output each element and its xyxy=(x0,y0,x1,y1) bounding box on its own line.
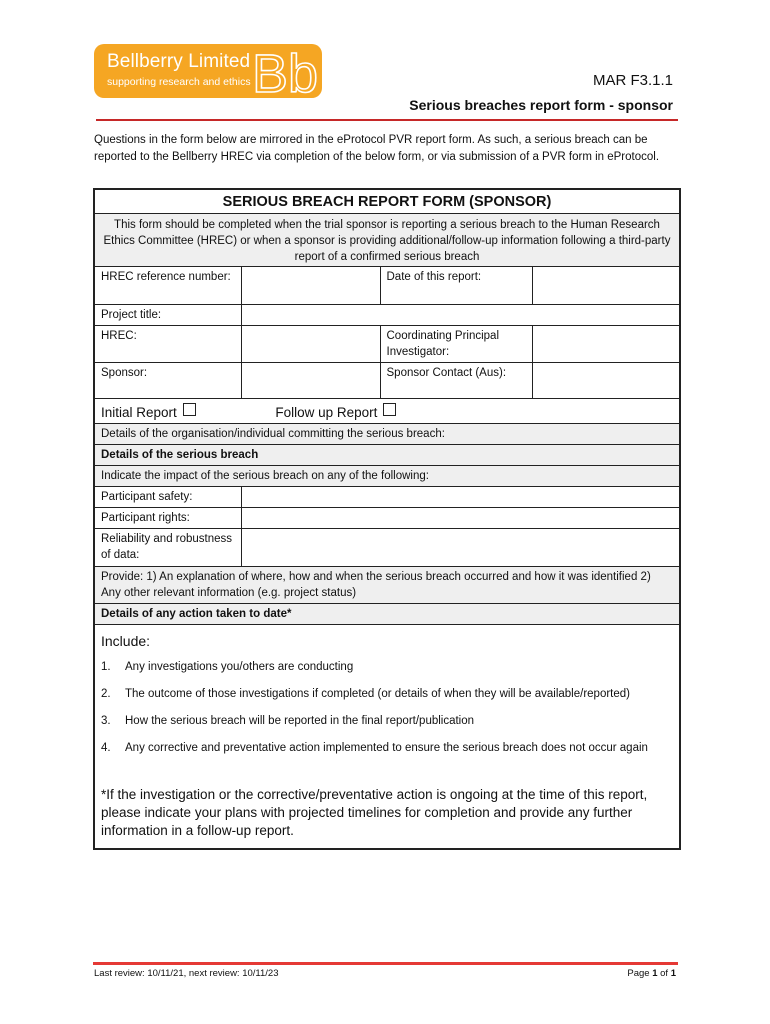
logo-tagline: supporting research and ethics xyxy=(107,76,251,88)
impact-prompt: Indicate the impact of the serious breach on any of the following: xyxy=(94,466,680,487)
include-list xyxy=(101,659,673,756)
report-date-label: Date of this report: xyxy=(380,267,532,305)
serious-breach-form xyxy=(93,188,681,850)
logo-monogram-icon xyxy=(250,46,320,96)
hrec-input[interactable] xyxy=(241,326,380,363)
sponsor-contact-input[interactable] xyxy=(532,363,680,399)
hrec-reference-label: HREC reference number: xyxy=(94,267,241,305)
document-title: Serious breaches report form - sponsor xyxy=(409,97,673,113)
review-dates: Last review: 10/11/21, next review: 10/11/23 xyxy=(94,968,279,979)
data-reliability-input[interactable] xyxy=(241,529,680,567)
bellberry-logo xyxy=(94,44,322,98)
coordinating-pi-input[interactable] xyxy=(532,326,680,363)
list-item: 1. Any investigations you/others are conducting xyxy=(101,661,354,673)
list-item: 3. How the serious breach will be reported in the final report/publication xyxy=(101,715,475,727)
form-title: SERIOUS BREACH REPORT FORM (SPONSOR) xyxy=(94,189,680,214)
document-code: MAR F3.1.1 xyxy=(592,72,673,89)
report-type-row xyxy=(94,399,680,424)
breach-section-heading: Details of the serious breach xyxy=(94,445,680,466)
header-divider xyxy=(96,119,678,121)
ongoing-action-note: *If the investigation or the corrective/preventative action is ongoing at the time of this report, please indicate your plans with projected timelines for completion and provide any further information in a follow-up report. xyxy=(101,787,648,838)
hrec-reference-input[interactable] xyxy=(241,267,380,305)
participant-rights-label: Participant rights: xyxy=(94,508,241,529)
report-date-input[interactable] xyxy=(532,267,680,305)
project-title-input[interactable] xyxy=(241,305,680,326)
action-section-heading: Details of any action taken to date* xyxy=(94,604,680,625)
follow-up-report-label: Follow up Report xyxy=(275,405,378,420)
coordinating-pi-label: Coordinating Principal Investigator: xyxy=(380,326,532,363)
logo-name: Bellberry Limited xyxy=(107,51,251,72)
hrec-label: HREC: xyxy=(94,326,241,363)
participant-safety-label: Participant safety: xyxy=(94,487,241,508)
form-description: This form should be completed when the trial sponsor is reporting a serious breach to the Human Research Ethics Committee (HREC) or when a sponsor is providing additional/follow-up information following a third-party report of a confirmed serious breach xyxy=(94,214,680,267)
participant-rights-input[interactable] xyxy=(241,508,680,529)
follow-up-report-checkbox[interactable] xyxy=(383,403,396,416)
project-title-label: Project title: xyxy=(94,305,241,326)
sponsor-contact-label: Sponsor Contact (Aus): xyxy=(380,363,532,399)
provide-explanation: Provide: 1) An explanation of where, how and when the serious breach occurred and how it was identified 2) Any other relevant information (e.g. project status) xyxy=(94,567,680,604)
initial-report-label: Initial Report xyxy=(101,405,177,420)
sponsor-label: Sponsor: xyxy=(94,363,241,399)
page-number: Page 1 of 1 xyxy=(627,968,676,979)
org-details-label: Details of the organisation/individual committing the serious breach: xyxy=(94,424,680,445)
footer-divider xyxy=(93,962,678,965)
list-item: 4. Any corrective and preventative action implemented to ensure the serious breach does not occur again xyxy=(101,742,648,754)
action-details-box[interactable] xyxy=(94,625,680,850)
svg-text:Bb: Bb xyxy=(252,46,319,96)
intro-paragraph: Questions in the form below are mirrored in the eProtocol PVR report form. As such, a serious breach can be reported to the Bellberry HREC via completion of the below form, or via submission of a PVR form in eProtocol. xyxy=(94,134,660,163)
participant-safety-input[interactable] xyxy=(241,487,680,508)
sponsor-input[interactable] xyxy=(241,363,380,399)
include-heading: Include: xyxy=(101,633,151,649)
data-reliability-label: Reliability and robustness of data: xyxy=(94,529,241,567)
list-item: 2. The outcome of those investigations if completed (or details of when they will be available/reported) xyxy=(101,688,630,700)
initial-report-checkbox[interactable] xyxy=(183,403,196,416)
